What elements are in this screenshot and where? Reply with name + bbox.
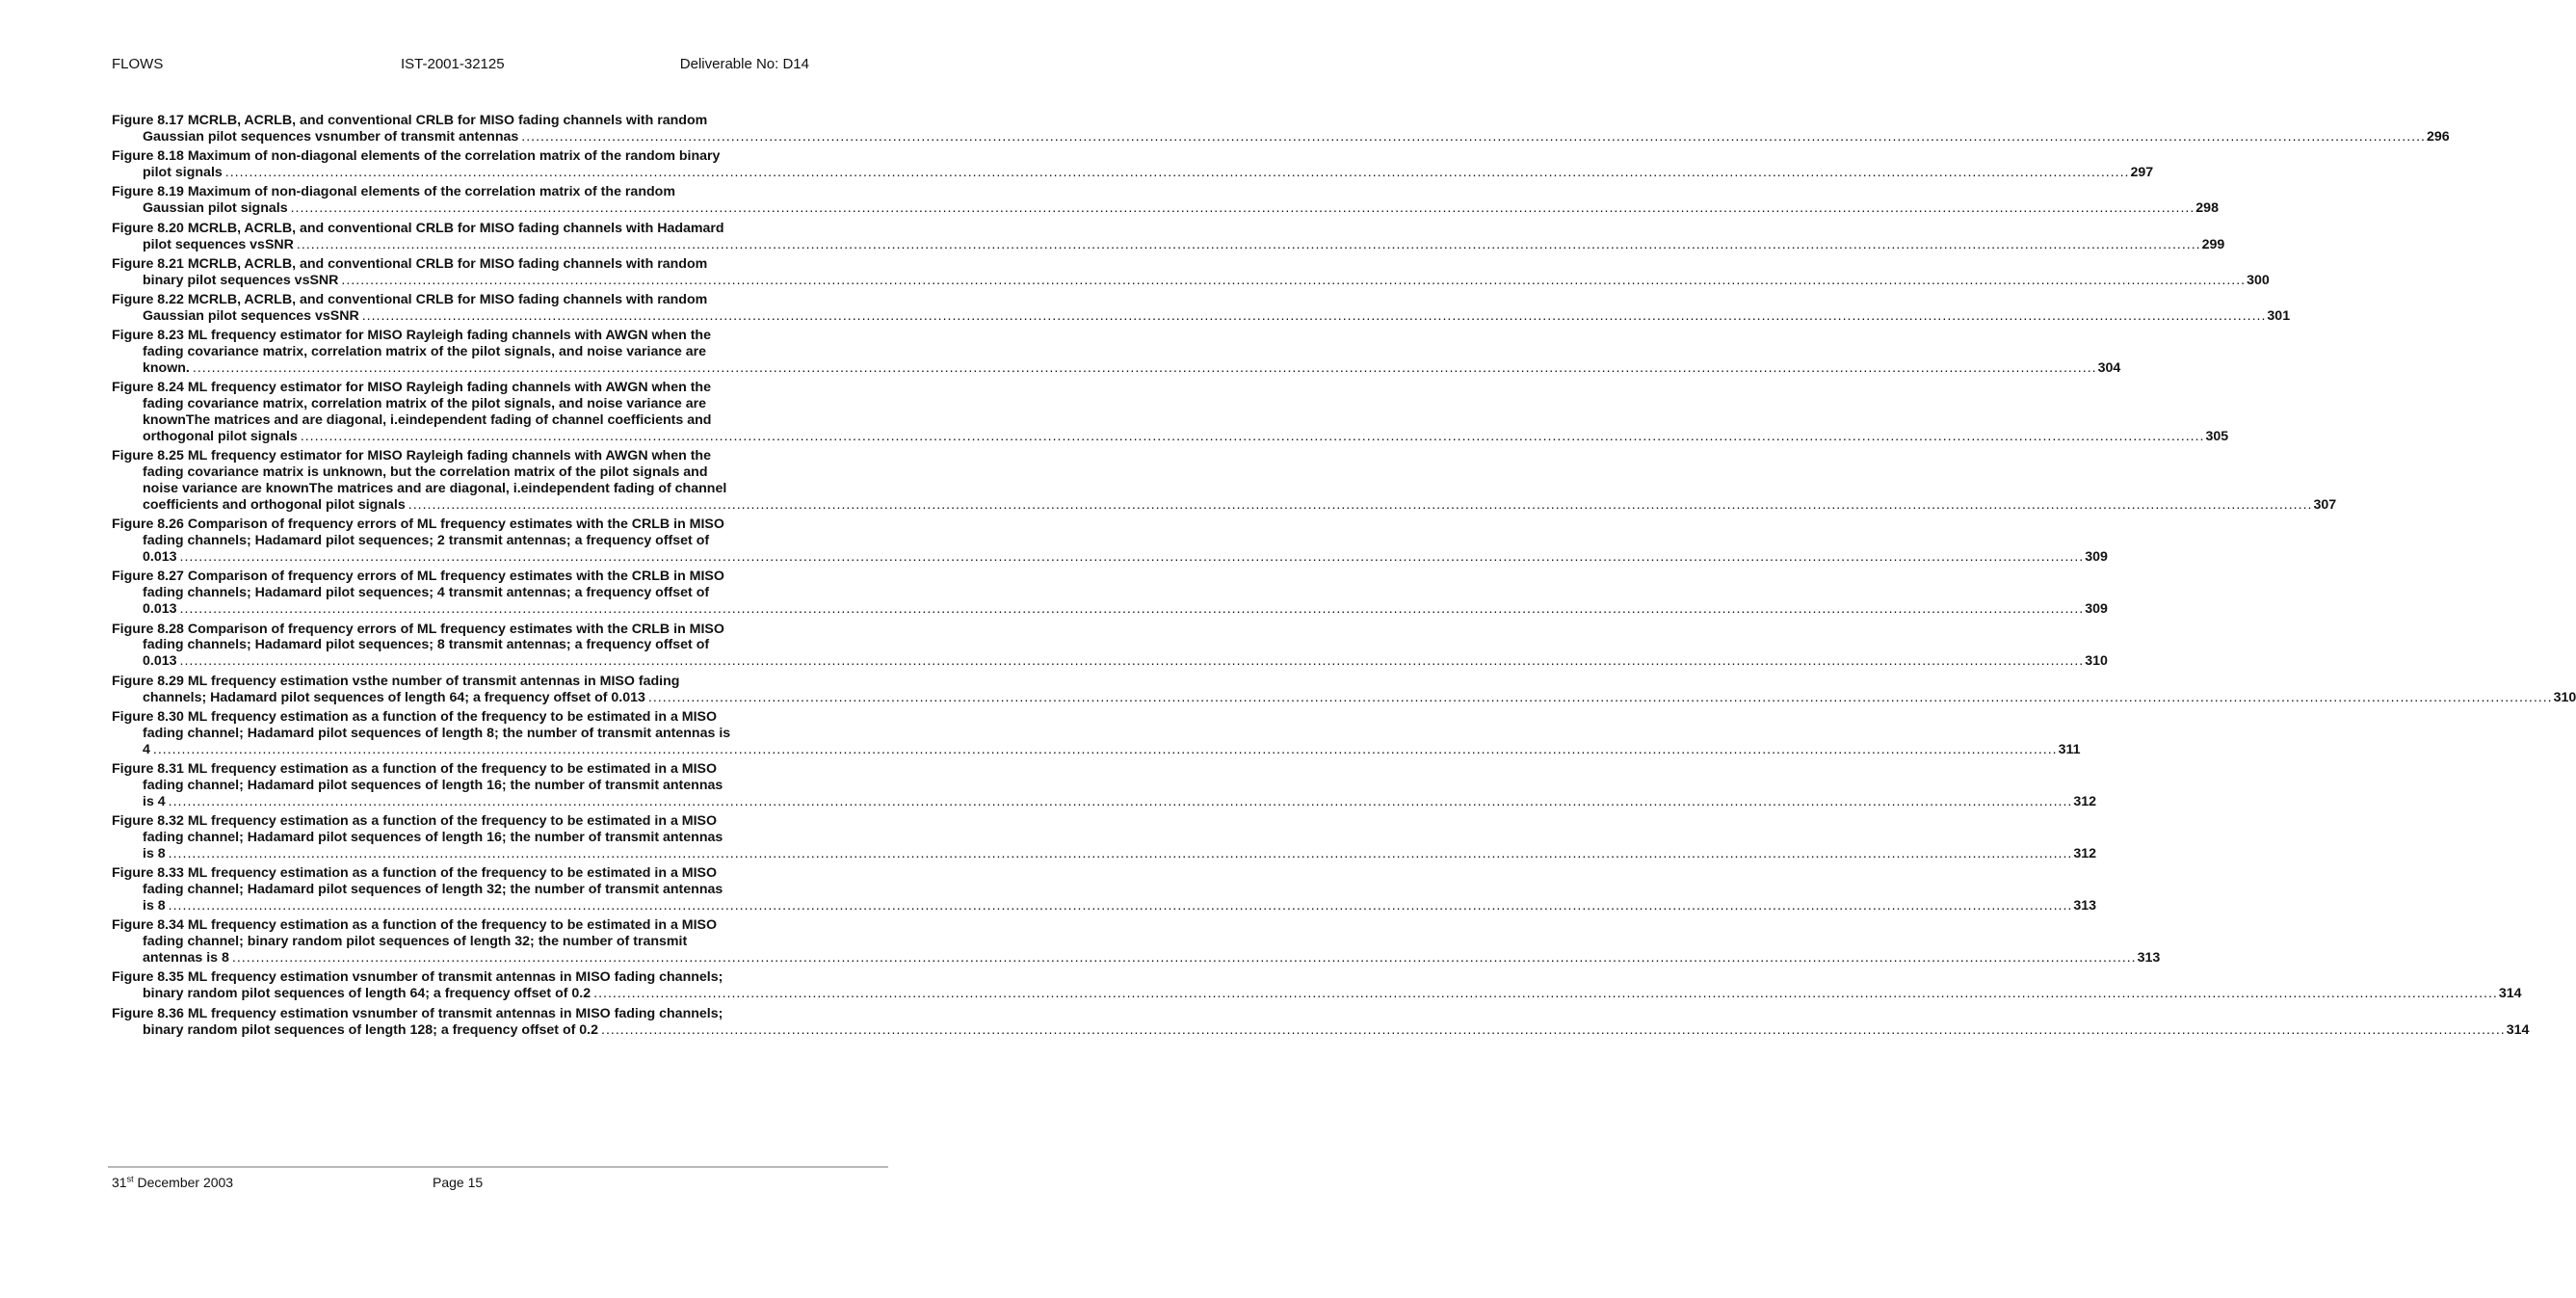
toc-entry-line: [112, 184, 809, 200]
toc-entry-line: [112, 830, 809, 846]
toc-page-number: 309: [2085, 601, 2108, 618]
toc-entry-text: knownThe matrices and are diagonal, i.eindependent fading of channel coefficients and: [143, 412, 712, 429]
toc-entry-line: [112, 464, 809, 481]
toc-leader-dots: ................................................................................................................................................................................................................................................................................................................................................................................................................: [231, 950, 2137, 967]
toc-entry-line: [112, 533, 809, 549]
toc-entry[interactable]: [112, 292, 2291, 325]
toc-page-number: 296: [2426, 128, 2450, 145]
toc-entry-text: fading covariance matrix is unknown, but the correlation matrix of the pilot signals and: [143, 464, 708, 481]
toc-entry-text: 4: [143, 741, 150, 757]
toc-entry-line: [112, 934, 809, 950]
footer-divider: [108, 1166, 888, 1168]
footer-date-suffix: st: [126, 1174, 134, 1184]
toc-entry-line: [112, 622, 809, 638]
toc-page-number: 310: [2553, 689, 2576, 705]
toc-entry[interactable]: [112, 328, 2121, 377]
toc-entry-text: fading channels; Hadamard pilot sequences; 2 transmit antennas; a frequency offset of: [143, 533, 710, 549]
toc-entry[interactable]: [112, 517, 2108, 566]
toc-entry[interactable]: [112, 673, 2576, 706]
toc-page-number: 314: [2506, 1021, 2530, 1038]
toc-entry-text: coefficients and orthogonal pilot signals: [143, 497, 406, 514]
toc-entry[interactable]: [112, 569, 2108, 618]
toc-entry[interactable]: [112, 255, 2270, 289]
toc-page-number: 310: [2085, 653, 2108, 670]
toc-entry-line: [112, 481, 809, 497]
toc-leader-dots: ................................................................................................................................................................................................................................................................................................................................................................................................................: [341, 272, 2247, 288]
toc-entry-line: [112, 882, 809, 898]
toc-entry[interactable]: [112, 708, 2081, 758]
toc-entry-text: binary random pilot sequences of length 64; a frequency offset of 0.2: [143, 986, 591, 1002]
toc-entry-line: [112, 328, 809, 344]
toc-entry-text: Figure 8.24 ML frequency estimator for MISO Rayleigh fading channels with AWGN when the: [112, 380, 711, 396]
toc-entry-line: [112, 950, 2161, 967]
toc-entry-text: Figure 8.33 ML frequency estimation as a function of the frequency to be estimated in a MISO: [112, 865, 718, 882]
toc-entry[interactable]: [112, 621, 2108, 671]
toc-entry-line: [112, 256, 809, 273]
toc-entry-text: fading channel; Hadamard pilot sequences of length 8; the number of transmit antennas is: [143, 725, 731, 741]
toc-entry-line: [112, 292, 809, 308]
toc-entry-text: Gaussian pilot sequences vsSNR: [143, 307, 359, 324]
toc-entry-line: [112, 845, 2097, 862]
toc-entry-text: fading channel; Hadamard pilot sequences of length 16; the number of transmit antennas: [143, 777, 723, 793]
toc-leader-dots: ................................................................................................................................................................................................................................................................................................................................................................................................................: [168, 793, 2073, 809]
toc-entry-text: binary pilot sequences vsSNR: [143, 272, 339, 288]
toc-leader-dots: ................................................................................................................................................................................................................................................................................................................................................................................................................: [152, 741, 2058, 757]
toc-entry-text: Figure 8.22 MCRLB, ACRLB, and conventional CRLB for MISO fading channels with random: [112, 292, 708, 308]
toc-entry-line: [112, 497, 2337, 514]
toc-entry-line: [112, 585, 809, 601]
toc-entry-text: Figure 8.27 Comparison of frequency errors of ML frequency estimates with the CRLB in MISO: [112, 569, 724, 585]
toc-entry[interactable]: [112, 184, 2219, 217]
page-header: [112, 56, 809, 77]
toc-entry-text: Figure 8.31 ML frequency estimation as a function of the frequency to be estimated in a MISO: [112, 761, 718, 777]
toc-entry[interactable]: [112, 113, 2450, 146]
toc-entry-text: binary random pilot sequences of length 128; a frequency offset of 0.2: [143, 1021, 599, 1038]
toc-entry-text: pilot sequences vsSNR: [143, 236, 294, 252]
toc-page-number: 309: [2085, 549, 2108, 566]
footer-date-day: 31: [112, 1175, 127, 1190]
toc-entry-line: [112, 396, 809, 412]
toc-leader-dots: ................................................................................................................................................................................................................................................................................................................................................................................................................: [168, 845, 2073, 861]
toc-entry-line: [112, 741, 2081, 758]
toc-entry-text: is 4: [143, 793, 166, 809]
toc-entry-text: Figure 8.29 ML frequency estimation vsthe number of transmit antennas in MISO fading: [112, 673, 680, 689]
header-project-name: FLOWS: [112, 56, 164, 72]
toc-entry[interactable]: [112, 969, 2522, 1002]
toc-entry-text: antennas is 8: [143, 950, 229, 967]
toc-page-number: 311: [2058, 741, 2081, 757]
toc-entry-text: 0.013: [143, 601, 177, 618]
toc-entry-line: [112, 360, 2121, 377]
toc-entry-line: [112, 200, 2219, 217]
toc-leader-dots: ................................................................................................................................................................................................................................................................................................................................................................................................................: [407, 497, 2313, 514]
toc-entry-text: fading channel; binary random pilot sequences of length 32; the number of transmit: [143, 934, 688, 950]
toc-entry-text: 0.013: [143, 549, 177, 566]
toc-entry-text: fading covariance matrix, correlation matrix of the pilot signals, and noise variance are: [143, 396, 707, 412]
toc-leader-dots: ................................................................................................................................................................................................................................................................................................................................................................................................................: [593, 986, 2498, 1002]
toc-leader-dots: ................................................................................................................................................................................................................................................................................................................................................................................................................: [179, 549, 2085, 566]
toc-entry-text: orthogonal pilot signals: [143, 429, 298, 445]
toc-entry-text: Figure 8.25 ML frequency estimator for MISO Rayleigh fading channels with AWGN when the: [112, 448, 711, 464]
toc-entry-line: [112, 917, 809, 934]
toc-leader-dots: ................................................................................................................................................................................................................................................................................................................................................................................................................: [601, 1021, 2506, 1038]
toc-page-number: 300: [2247, 272, 2270, 288]
toc-entry-line: [112, 726, 809, 742]
toc-entry-line: [112, 113, 809, 129]
toc-entry-line: [112, 148, 809, 165]
toc-leader-dots: ................................................................................................................................................................................................................................................................................................................................................................................................................: [647, 689, 2553, 705]
toc-entry-text: Figure 8.19 Maximum of non-diagonal elements of the correlation matrix of the random: [112, 184, 675, 200]
toc-entry-line: [112, 689, 2576, 706]
toc-entry-text: is 8: [143, 845, 166, 861]
toc-entry-line: [112, 898, 2097, 914]
toc-entry-text: Gaussian pilot sequences vsnumber of transmit antennas: [143, 128, 519, 145]
toc-entry-line: [112, 448, 809, 464]
toc-leader-dots: ................................................................................................................................................................................................................................................................................................................................................................................................................: [290, 200, 2195, 217]
toc-entry-text: channels; Hadamard pilot sequences of length 64; a frequency offset of 0.013: [143, 689, 645, 705]
toc-page-number: 307: [2313, 497, 2337, 514]
toc-page-number: 312: [2073, 845, 2097, 861]
footer-page-number: Page 15: [433, 1175, 484, 1190]
toc-entry-line: [112, 344, 809, 360]
toc-entry-line: [112, 128, 2450, 146]
toc-entry-text: Figure 8.18 Maximum of non-diagonal elements of the correlation matrix of the random binary: [112, 148, 721, 165]
toc-page-number: 299: [2201, 236, 2225, 252]
toc-entry-line: [112, 674, 809, 690]
toc-entry[interactable]: [112, 220, 2225, 253]
toc-entry-line: [112, 429, 2229, 445]
toc-entry-line: [112, 165, 2154, 181]
toc-entry-text: Figure 8.28 Comparison of frequency errors of ML frequency estimates with the CRLB in MISO: [112, 621, 724, 637]
toc-entry-line: [112, 272, 2270, 289]
toc-page-number: 305: [2205, 429, 2229, 445]
toc-entry-text: Figure 8.32 ML frequency estimation as a function of the frequency to be estimated in a MISO: [112, 813, 718, 830]
toc-entry-text: Figure 8.36 ML frequency estimation vsnumber of transmit antennas in MISO fading channels;: [112, 1005, 723, 1021]
toc-entry-line: [112, 1021, 2530, 1039]
toc-entry-line: [112, 793, 2097, 810]
toc-entry-text: Figure 8.26 Comparison of frequency errors of ML frequency estimates with the CRLB in MISO: [112, 517, 724, 533]
toc-entry-line: [112, 986, 2522, 1002]
header-contract-number: IST-2001-32125: [401, 56, 505, 72]
toc-entry-text: pilot signals: [143, 165, 223, 181]
toc-leader-dots: ................................................................................................................................................................................................................................................................................................................................................................................................................: [224, 165, 2130, 181]
toc-leader-dots: ................................................................................................................................................................................................................................................................................................................................................................................................................: [179, 601, 2085, 618]
toc-entry-line: [112, 307, 2291, 325]
toc-entry-text: fading channel; Hadamard pilot sequences of length 16; the number of transmit antennas: [143, 830, 723, 846]
header-deliverable-number: Deliverable No: D14: [679, 56, 809, 72]
toc-entry-text: Figure 8.35 ML frequency estimation vsnumber of transmit antennas in MISO fading channels;: [112, 969, 723, 986]
toc-entry-text: Figure 8.17 MCRLB, ACRLB, and conventional CRLB for MISO fading channels with random: [112, 113, 708, 128]
toc-entry-text: fading channels; Hadamard pilot sequences; 8 transmit antennas; a frequency offset of: [143, 637, 710, 653]
toc-entry-line: [112, 709, 809, 726]
toc-entry-line: [112, 865, 809, 882]
toc-entry-line: [112, 569, 809, 585]
toc-entry[interactable]: [112, 148, 2154, 181]
toc-page-number: 298: [2195, 200, 2219, 217]
toc-entry-text: Figure 8.23 ML frequency estimator for MISO Rayleigh fading channels with AWGN when the: [112, 328, 711, 344]
toc-page-number: 312: [2073, 793, 2097, 809]
toc-entry-line: [112, 549, 2108, 566]
toc-entry-text: Figure 8.34 ML frequency estimation as a function of the frequency to be estimated in a MISO: [112, 917, 718, 934]
toc-entry[interactable]: [112, 1005, 2530, 1039]
toc-entry-text: Figure 8.20 MCRLB, ACRLB, and conventional CRLB for MISO fading channels with Hadamard: [112, 220, 724, 236]
toc-entry-line: [112, 380, 809, 396]
footer-date: [112, 1175, 233, 1190]
toc-entry-text: fading channel; Hadamard pilot sequences of length 32; the number of transmit antennas: [143, 882, 723, 898]
toc-entry-line: [112, 778, 809, 794]
toc-entry-line: [112, 221, 809, 237]
toc-entry-text: is 8: [143, 898, 166, 914]
toc-entry-text: fading covariance matrix, correlation matrix of the pilot signals, and noise variance are: [143, 344, 707, 360]
toc-entry-line: [112, 517, 809, 533]
toc-entry-line: [112, 969, 809, 986]
toc-entry-text: noise variance are knownThe matrices and are diagonal, i.eindependent fading of channel: [143, 481, 727, 497]
toc-entry[interactable]: [112, 917, 2161, 967]
toc-page-number: 313: [2073, 898, 2097, 914]
toc-entry-line: [112, 601, 2108, 618]
toc-entry[interactable]: [112, 865, 2097, 914]
toc-entry[interactable]: [112, 448, 2337, 514]
toc-leader-dots: ................................................................................................................................................................................................................................................................................................................................................................................................................: [168, 898, 2073, 914]
toc-entry-text: fading channels; Hadamard pilot sequences; 4 transmit antennas; a frequency offset of: [143, 585, 710, 601]
toc-page-number: 301: [2267, 307, 2291, 324]
toc-entry-line: [112, 1006, 809, 1022]
toc-entry-text: Figure 8.21 MCRLB, ACRLB, and conventional CRLB for MISO fading channels with random: [112, 255, 708, 272]
list-of-figures: [112, 113, 2576, 1042]
toc-entry-text: Figure 8.30 ML frequency estimation as a function of the frequency to be estimated in a MISO: [112, 708, 718, 725]
toc-entry-line: [112, 761, 809, 778]
toc-page-number: 297: [2130, 165, 2154, 181]
toc-leader-dots: ................................................................................................................................................................................................................................................................................................................................................................................................................: [361, 307, 2267, 324]
toc-page-number: 314: [2498, 986, 2522, 1002]
footer-date-rest: December 2003: [133, 1175, 234, 1190]
toc-entry-line: [112, 236, 2225, 253]
toc-entry[interactable]: [112, 813, 2097, 862]
toc-leader-dots: ................................................................................................................................................................................................................................................................................................................................................................................................................: [300, 429, 2205, 445]
toc-entry-line: [112, 653, 2108, 670]
toc-entry-line: [112, 813, 809, 830]
toc-leader-dots: ................................................................................................................................................................................................................................................................................................................................................................................................................: [179, 653, 2085, 670]
toc-leader-dots: ................................................................................................................................................................................................................................................................................................................................................................................................................: [521, 128, 2426, 145]
toc-page-number: 304: [2097, 360, 2121, 377]
toc-entry-line: [112, 637, 809, 653]
toc-leader-dots: ................................................................................................................................................................................................................................................................................................................................................................................................................: [296, 236, 2201, 252]
toc-entry-text: Gaussian pilot signals: [143, 200, 288, 217]
toc-page-number: 313: [2137, 950, 2161, 967]
toc-leader-dots: ................................................................................................................................................................................................................................................................................................................................................................................................................: [192, 360, 2097, 377]
toc-entry[interactable]: [112, 761, 2097, 810]
toc-entry-text: known.: [143, 360, 190, 377]
toc-entry-line: [112, 412, 809, 429]
toc-entry[interactable]: [112, 380, 2229, 445]
toc-entry-text: 0.013: [143, 653, 177, 670]
